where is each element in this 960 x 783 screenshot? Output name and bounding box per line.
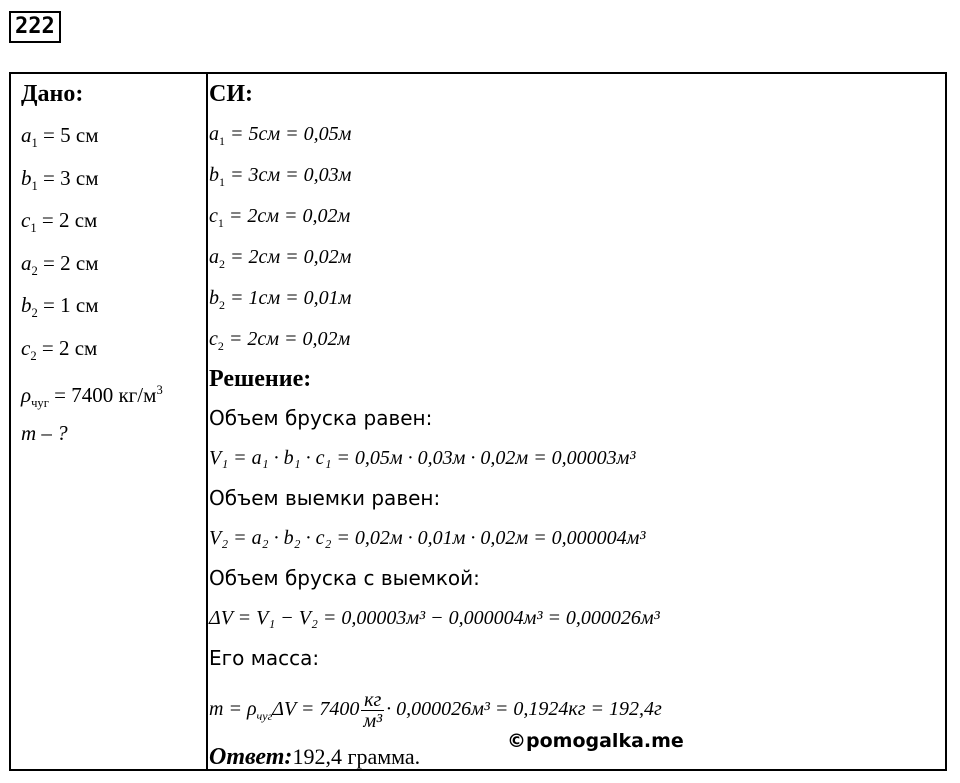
si-line: $c_2 = 2см = 0,02м$: [209, 328, 351, 353]
answer-value: 192,4 грамма.: [292, 744, 421, 769]
given-line: $c_2 = 2$ см: [21, 335, 98, 363]
text-volume-notch: Объем выемки равен:: [209, 486, 441, 510]
equation-delta-v: ΔV = V₁ − V₂ = 0,00003м³ − 0,000004м³ = 0,000026м³: [209, 607, 660, 629]
equation-v2: V₂ = a₂ · b₂ · c₂ = 0,02м · 0,01м · 0,02м = 0,000004м³: [209, 527, 646, 549]
fraction-kg-per-m3: $\frac{кг}{\text{м³}}$: [363, 688, 383, 732]
equation-v1: V₁ = a₁ · b₁ · c₁ = 0,05м · 0,03м · 0,02м = 0,00003м³: [209, 447, 636, 469]
given-line: $c_1 = 2$ см: [21, 208, 98, 236]
text-volume-with-notch: Объем бруска с выемкой:: [209, 566, 480, 590]
si-line: $a_1 = 5см = 0,05м$: [209, 123, 352, 148]
solution-table: [9, 72, 947, 771]
given-line: $a_2 = 2$ см: [21, 250, 99, 278]
equation-mass: $m = \rho_{чуг}\Delta V = 7400$ $\frac{кг}{\text{м³}}$ · 0,000026м³ = 0,1924кг = 192,4г: [209, 688, 662, 732]
text-volume-block: Объем бруска равен:: [209, 406, 433, 430]
given-line: $a_1 = 5$ см: [21, 123, 99, 151]
si-column: [209, 76, 939, 774]
solution-header: Решение:: [209, 366, 312, 392]
column-divider: [206, 74, 208, 769]
si-line: $c_1 = 2см = 0,02м$: [209, 205, 351, 230]
si-line: $b_2 = 1см = 0,01м$: [209, 287, 352, 312]
answer-label: Ответ:: [209, 744, 293, 770]
si-header: СИ:: [209, 81, 253, 107]
si-line: $b_1 = 3см = 0,03м$: [209, 164, 352, 189]
problem-number: 222: [9, 11, 61, 43]
given-line: $b_1 = 3$ см: [21, 165, 99, 193]
given-line: $\rho_{чуг} = 7400$ $кг/м^3$: [21, 383, 163, 411]
given-line: $b_2 = 1$ см: [21, 293, 99, 321]
unknown-line: m – ?: [21, 420, 68, 445]
watermark: ©pomogalka.me: [507, 730, 684, 752]
given-column: [21, 76, 201, 454]
text-mass: Его масса:: [209, 646, 320, 670]
given-header: Дано:: [21, 81, 84, 107]
si-line: $a_2 = 2см = 0,02м$: [209, 246, 352, 271]
